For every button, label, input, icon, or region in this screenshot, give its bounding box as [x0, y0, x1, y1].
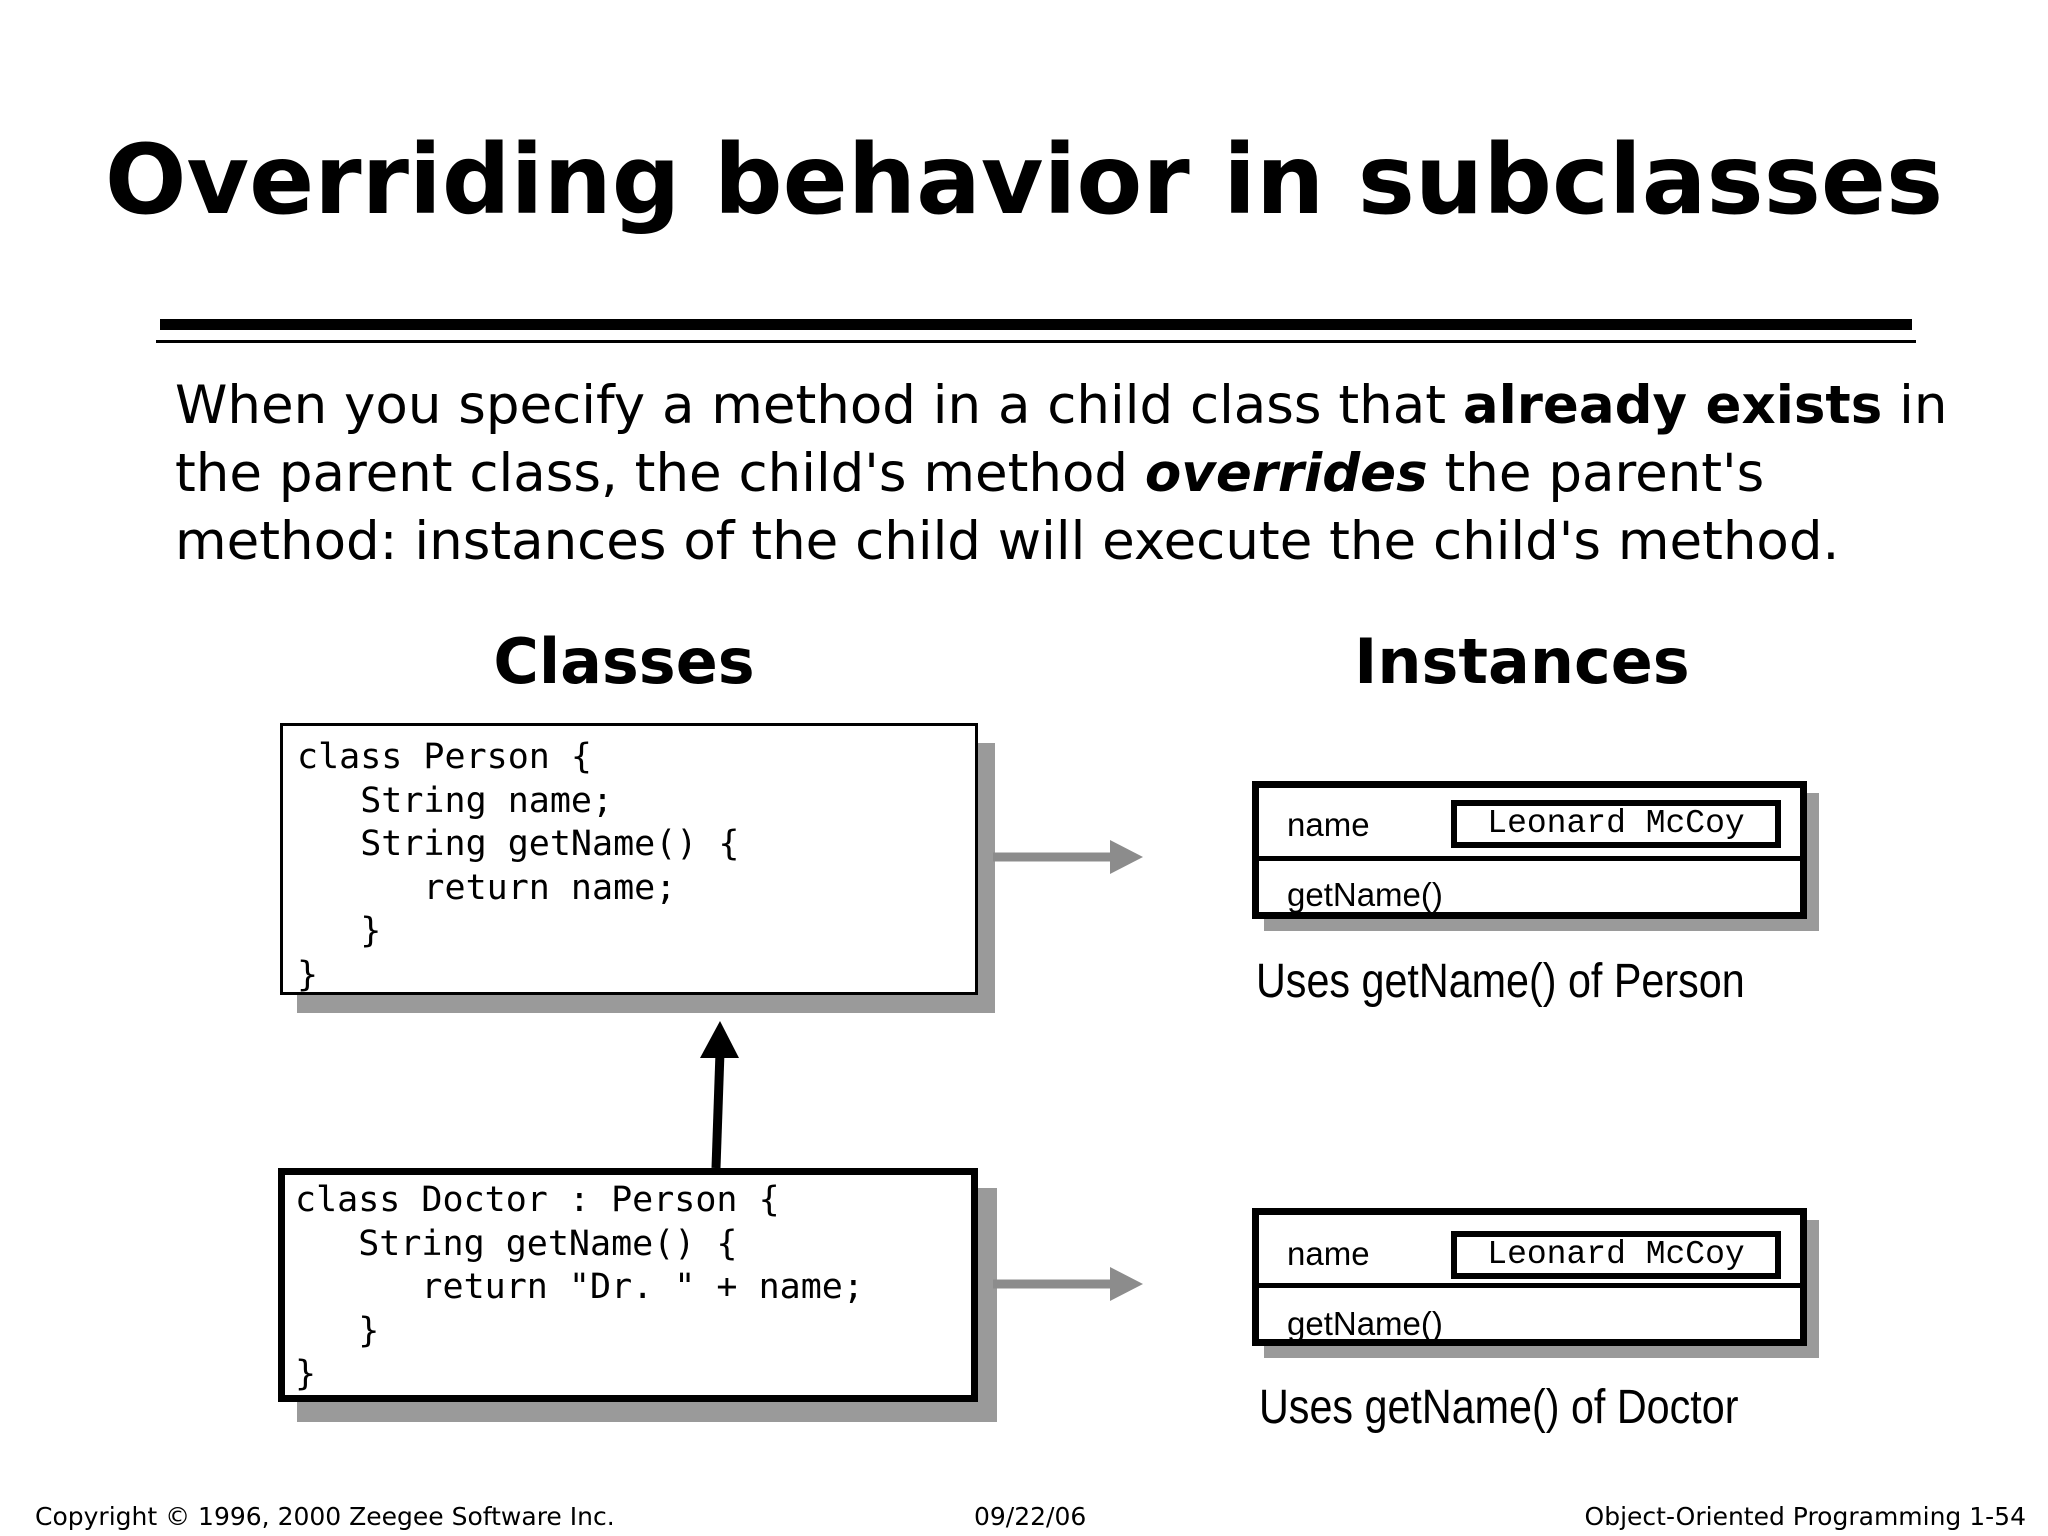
instance-method-label: getName() [1287, 1305, 1443, 1342]
instances-heading: Instances [1354, 625, 1690, 698]
footer-date: 09/22/06 [974, 1502, 1087, 1531]
slide-title: Overriding behavior in subclasses [104, 124, 1944, 236]
classes-heading: Classes [493, 625, 755, 698]
instance-field-value: Leonard McCoy [1451, 1231, 1781, 1279]
instance-field-label: name [1287, 1235, 1370, 1272]
intro-text-3: the parent's method: instances of the child will execute the child's method. [175, 443, 1840, 572]
instance-field-value: Leonard McCoy [1451, 800, 1781, 848]
doctor-class-code: class Doctor : Person { String getName() { return "Dr. " + name; } } [295, 1180, 864, 1394]
doctor-instance-caption: Uses getName() of Doctor [1259, 1381, 1739, 1434]
footer-page-number: Object-Oriented Programming 1-54 [1584, 1502, 2026, 1531]
intro-text-2: in the parent class, the child's method [175, 375, 1948, 504]
instance-method-label: getName() [1287, 876, 1443, 913]
person-instantiation-arrow [993, 840, 1143, 874]
footer-copyright: Copyright © 1996, 2000 Zeegee Software Inc. [35, 1502, 615, 1531]
inheritance-arrow [700, 1021, 739, 1168]
intro-text-1: When you specify a method in a child class that [175, 375, 1463, 436]
intro-bold-already-exists: already exists [1462, 375, 1883, 436]
instance-field-label: name [1287, 806, 1370, 843]
person-class-code: class Person { String name; String getName() { return name; } } [297, 737, 740, 995]
doctor-instantiation-arrow [993, 1267, 1143, 1301]
person-instance-caption: Uses getName() of Person [1256, 955, 1745, 1008]
intro-bold-italic-overrides: overrides [1144, 443, 1428, 504]
